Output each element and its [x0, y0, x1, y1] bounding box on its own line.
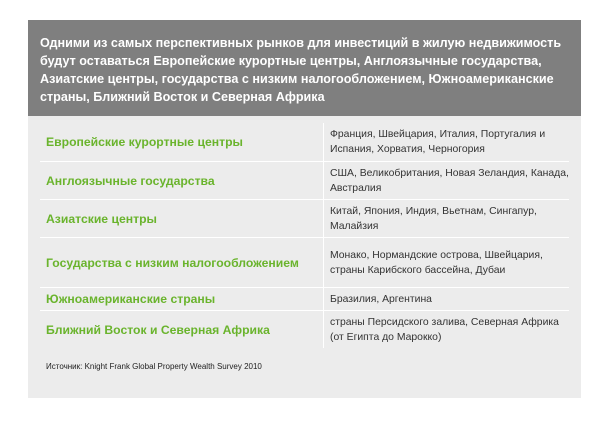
countries-cell — [323, 238, 569, 287]
countries-text: Китай, Япония, Индия, Вьетнам, Сингапур, Малайзия — [330, 205, 537, 232]
markets-table — [40, 123, 569, 348]
table-row — [40, 287, 569, 310]
category-cell: Англоязычные государства — [46, 173, 215, 188]
infographic-card — [28, 20, 581, 398]
countries-text: страны Персидского залива, Северная Африка (от Египта до Марокко) — [330, 316, 559, 343]
countries-cell — [323, 311, 569, 348]
table-row — [40, 123, 569, 161]
countries-text: США, Великобритания, Новая Зеландия, Канада, Австралия — [330, 167, 569, 194]
table-row — [40, 237, 569, 287]
countries-cell — [323, 123, 569, 161]
countries-text: Бразилия, Аргентина — [330, 293, 432, 305]
table-row — [40, 161, 569, 199]
source-note: Источник: Knight Frank Global Property Wealth Survey 2010 — [46, 362, 262, 371]
countries-cell — [323, 288, 569, 310]
countries-cell — [323, 162, 569, 199]
table-row — [40, 199, 569, 237]
category-cell: Государства с низким налогообложением — [46, 255, 299, 270]
category-cell: Европейские курортные центры — [46, 135, 243, 149]
header-title: Одними из самых перспективных рынков для инвестиций в жилую недвижимость будут оставаться Европейские курортные центры, Англоязычные государства, Азиатские центры, государства с низким налогообложением, Южноамериканские страны, Ближний Восток и Северная Африка — [28, 20, 581, 116]
category-cell: Южноамериканские страны — [46, 292, 216, 306]
category-cell: Ближний Восток и Северная Африка — [46, 322, 270, 337]
table-row — [40, 310, 569, 348]
countries-text: Монако, Нормандские острова, Швейцария, страны Карибского бассейна, Дубаи — [330, 249, 543, 276]
countries-text: Франция, Швейцария, Италия, Португалия и Испания, Хорватия, Черногория — [330, 129, 546, 155]
countries-cell — [323, 200, 569, 237]
category-cell: Азиатские центры — [46, 211, 157, 226]
